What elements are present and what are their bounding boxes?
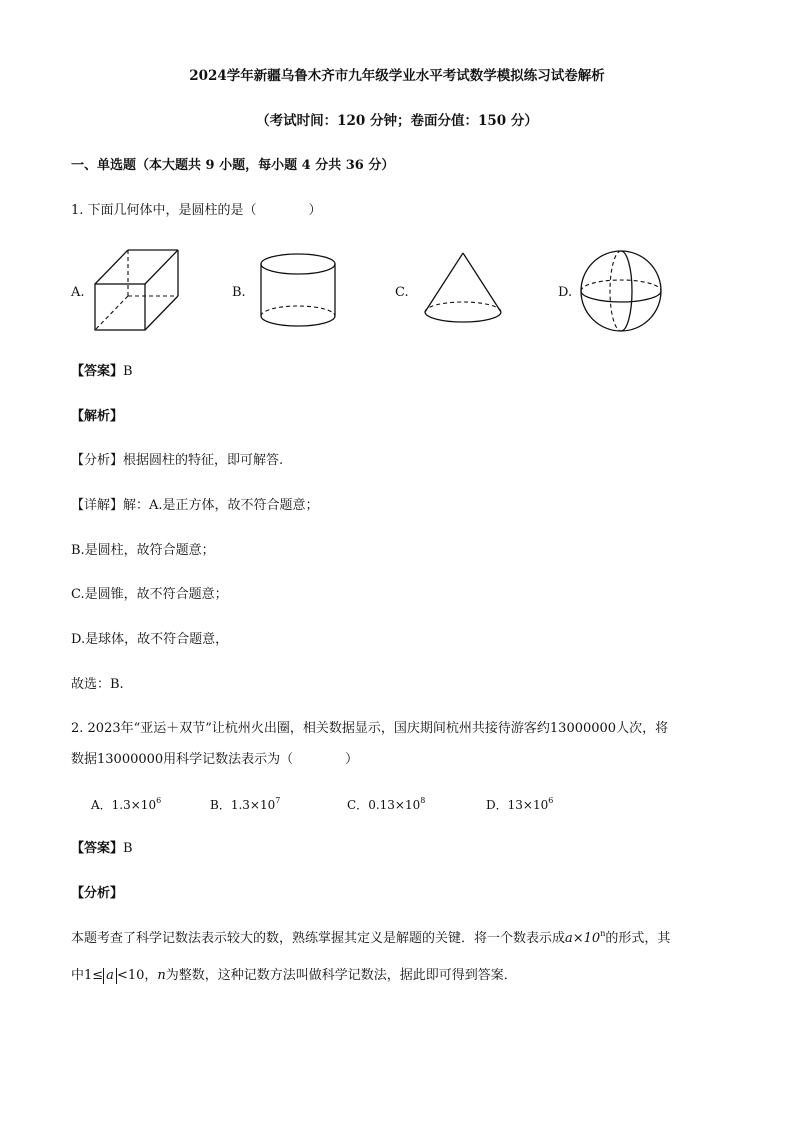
q2-option-a-label: A． xyxy=(91,798,112,812)
explain-math-1: a×10 xyxy=(565,931,601,946)
q2-option-a-exp: 6 xyxy=(156,796,162,805)
detail-line-c: C.是圆锥，故不符合题意； xyxy=(71,587,228,602)
analysis-tag: 【解析】 xyxy=(71,409,124,424)
explain-line-1 xyxy=(71,931,670,947)
q2-option-b-label: B． xyxy=(210,798,231,812)
question-2-stem-line1: 2. 2023年“亚运＋双节”让杭州火出圈，相关数据显示，国庆期间杭州共接待游客约13000000人次，将 xyxy=(71,721,669,736)
explain-text-1: 本题考查了科学记数法表示较大的数，熟练掌握其定义是解题的关键．将一个数表示成 xyxy=(71,931,566,946)
answer-line-1 xyxy=(71,364,133,380)
option-a-label: A. xyxy=(71,285,85,300)
section-heading: 一、单选题（本大题共 9 小题，每小题 4 分共 36 分） xyxy=(71,158,395,173)
detail-line xyxy=(71,498,319,514)
q2-option-c-value: 0.13×10 xyxy=(368,798,421,812)
cube-figure xyxy=(92,246,182,334)
explain-line-2 xyxy=(71,968,517,984)
q2-option-d xyxy=(486,797,553,813)
q2-option-b-value: 1.3×10 xyxy=(230,798,276,812)
explain-var-n: n xyxy=(157,968,166,983)
q2-option-b xyxy=(210,797,280,813)
option-b-label: B. xyxy=(232,285,246,300)
q2-option-d-value: 13×10 xyxy=(507,798,549,812)
option-c-label: C. xyxy=(395,285,409,300)
answer-line-2 xyxy=(71,841,133,857)
q2-option-d-exp: 6 xyxy=(548,796,554,805)
answer-tag-2: 【答案】 xyxy=(71,841,124,856)
fenxi-text: 根据圆柱的特征，即可解答. xyxy=(123,453,284,468)
explain-text-2-end: 为整数，这种记数方法叫做科学记数法，据此即可得到答案． xyxy=(165,968,517,983)
answer-value-2: B xyxy=(123,841,133,856)
cone-figure xyxy=(420,250,506,330)
question-2-stem-line2: 数据13000000用科学记数法表示为（ ） xyxy=(71,752,359,767)
q2-option-c xyxy=(347,797,425,813)
q2-option-b-exp: 7 xyxy=(275,796,281,805)
explain-text-2: 中1≤ xyxy=(71,968,104,983)
sphere-figure xyxy=(578,248,664,334)
explain-text-2-mid: <10， xyxy=(116,968,158,983)
detail-text: 解：A.是正方体，故不符合题意； xyxy=(123,498,319,513)
answer-value: B xyxy=(123,364,133,379)
detail-line-b: B.是圆柱，故符合题意； xyxy=(71,543,215,558)
explain-text-1-end: 的形式，其 xyxy=(605,931,671,946)
abs-value-a: a xyxy=(103,968,117,984)
exam-info: （考试时间：120 分钟；卷面分值：150 分） xyxy=(256,113,538,129)
q2-option-c-label: C． xyxy=(347,798,369,812)
q2-option-a xyxy=(91,797,161,813)
detail-tag: 【详解】 xyxy=(71,498,124,513)
document-title: 2024学年新疆乌鲁木齐市九年级学业水平考试数学模拟练习试卷解析 xyxy=(189,68,605,84)
answer-tag: 【答案】 xyxy=(71,364,124,379)
explain-exp-1: n xyxy=(600,929,606,938)
q2-option-a-value: 1.3×10 xyxy=(111,798,157,812)
fenxi-tag-2: 【分析】 xyxy=(71,886,124,901)
fenxi-line-1 xyxy=(71,453,283,469)
question-1-stem: 1. 下面几何体中，是圆柱的是（ ） xyxy=(71,203,322,218)
q2-option-d-label: D． xyxy=(486,798,508,812)
q2-option-c-exp: 8 xyxy=(420,796,426,805)
fenxi-tag: 【分析】 xyxy=(71,453,124,468)
cylinder-figure xyxy=(256,250,340,330)
option-d-label: D. xyxy=(558,285,573,300)
detail-line-d: D.是球体，故不符合题意， xyxy=(71,632,229,647)
choice-line: 故选：B. xyxy=(71,677,124,692)
